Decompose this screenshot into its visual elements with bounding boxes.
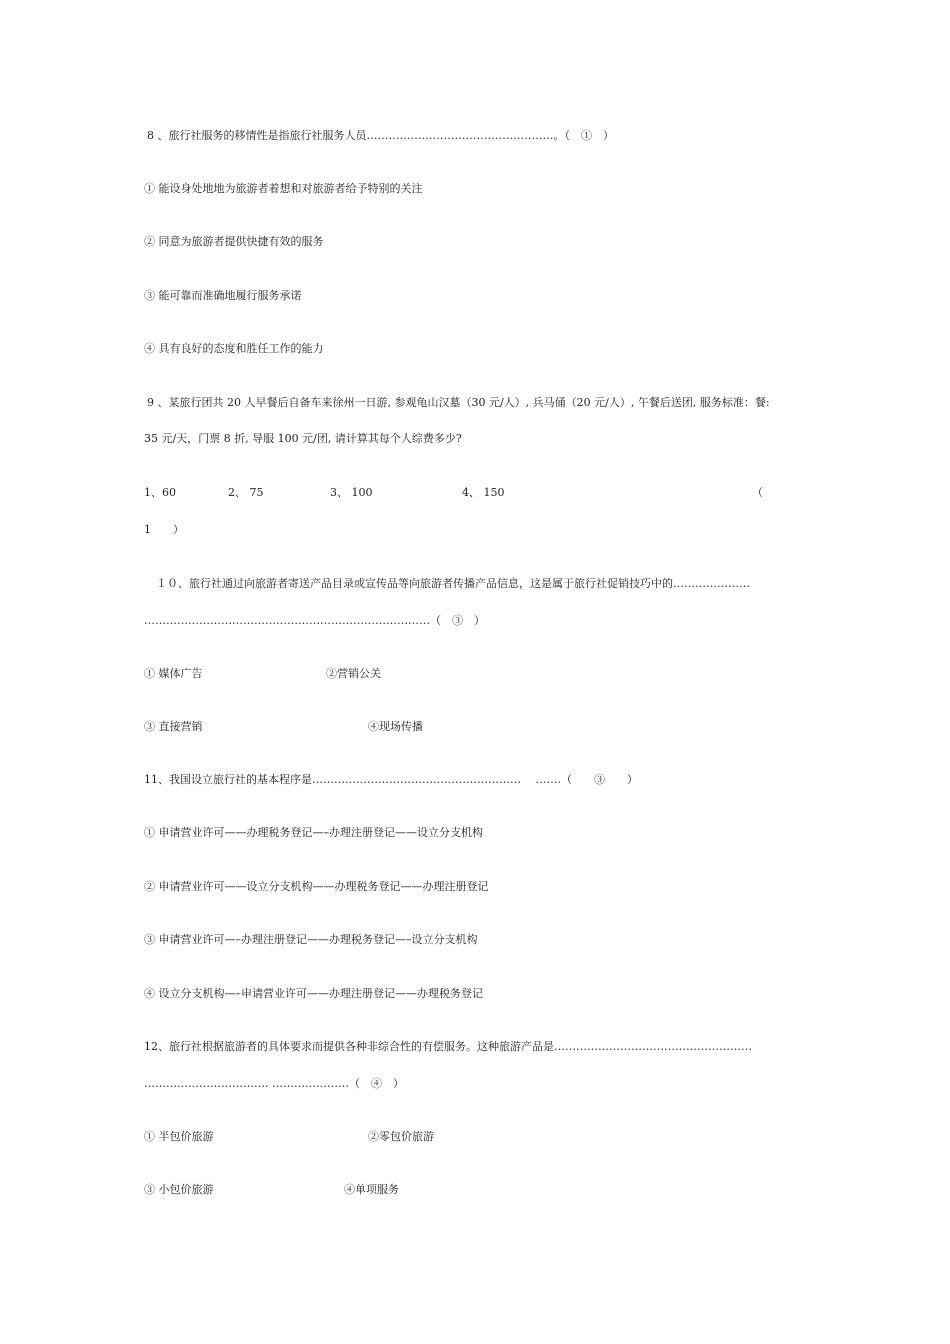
question-12-option-3: ③ 小包价旅游 <box>144 1183 214 1196</box>
question-9-answer: 1 ） <box>144 523 184 536</box>
question-9-option-4: 4、 150 <box>462 486 505 499</box>
question-8-option-1: ① 能设身处地地为旅游者着想和对旅游者给予特别的关注 <box>144 182 423 195</box>
question-10-stem-line-2: ……………………………………………………………………（ ③ ） <box>144 614 485 627</box>
question-11-option-4: ④ 设立分支机构—–申请营业许可——办理注册登记——办理税务登记 <box>144 987 483 1000</box>
question-8-option-2: ② 同意为旅游者提供快捷有效的服务 <box>144 235 324 248</box>
question-10-option-3: ③ 直接营销 <box>144 720 203 733</box>
question-12-option-2: ②零包价旅游 <box>368 1130 434 1143</box>
question-10-option-2: ②营销公关 <box>326 667 381 680</box>
question-9-stem-line-1: 9 、某旅行团共 20 人早餐后自备车来徐州一日游, 参观龟山汉墓（30 元/人）, 兵马俑（20 元/人）, 午餐后送团, 服务标准：餐: <box>147 396 770 409</box>
question-10-option-4: ④现场传播 <box>368 720 423 733</box>
question-11-option-2: ② 申请营业许可——设立分支机构——办理税务登记——办理注册登记 <box>144 880 489 893</box>
question-11-option-1: ① 申请营业许可——办理税务登记—–办理注册登记——设立分支机构 <box>144 826 483 839</box>
question-9-option-3: 3、 100 <box>330 486 373 499</box>
question-8-option-4: ④ 具有良好的态度和胜任工作的能力 <box>144 342 324 355</box>
question-11-stem: 11、我国设立旅行社的基本程序是………………………………………………… …….（ ③ ） <box>144 773 638 786</box>
question-12-stem-line-1: 12、旅行社根据旅游者的具体要求而提供各种非综合性的有偿服务。这种旅游产品是……………………………………………… <box>144 1040 752 1053</box>
question-8-stem: 8 、旅行社服务的移情性是指旅行社服务人员……………………………………………。（ ① ） <box>147 129 614 142</box>
question-9-answer-open: （ <box>752 486 763 499</box>
question-9-stem-line-2: 35 元/天，门票 8 折, 导服 100 元/团, 请计算其每个人综费多少? <box>144 432 462 445</box>
question-12-option-1: ① 半包价旅游 <box>144 1130 214 1143</box>
question-12-stem-line-2: ……………………………. …………………（ ④ ） <box>144 1077 404 1090</box>
question-8-option-3: ③ 能可靠而准确地履行服务承诺 <box>144 289 302 302</box>
question-9-option-1: 1、60 <box>144 486 176 499</box>
question-10-option-1: ① 媒体广告 <box>144 667 203 680</box>
question-12-option-4: ④单项服务 <box>344 1183 399 1196</box>
question-9-option-2: 2、 75 <box>228 486 264 499</box>
question-10-stem-line-1: １０、旅行社通过向旅游者寄送产品目录或宣传品等向旅游者传播产品信息，这是属于旅行社促销技巧中的………………… <box>156 577 750 590</box>
question-11-option-3: ③ 申请营业许可—–办理注册登记——办理税务登记—–设立分支机构 <box>144 933 478 946</box>
